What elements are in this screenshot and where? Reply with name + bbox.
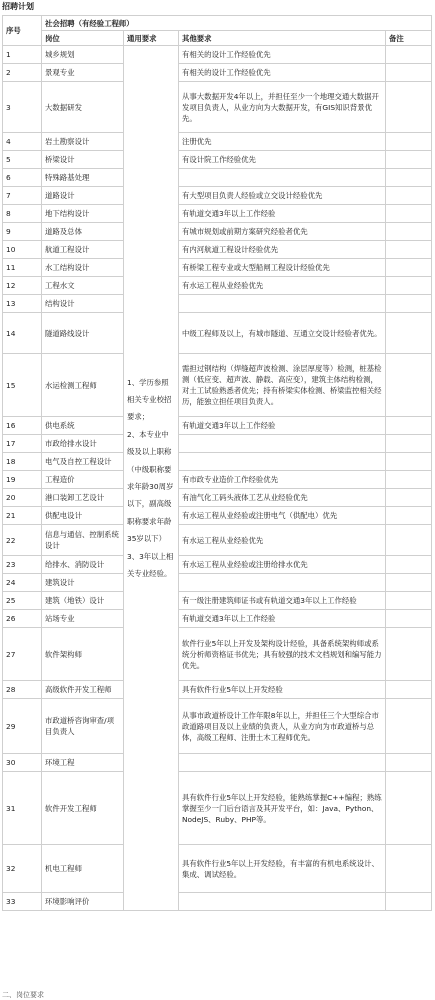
row-other-requirement: 有水运工程从业经验优先 bbox=[179, 525, 386, 556]
row-number: 4 bbox=[3, 133, 42, 151]
row-position: 软件开发工程师 bbox=[42, 772, 124, 845]
row-other-requirement bbox=[179, 295, 386, 313]
row-position: 景观专业 bbox=[42, 64, 124, 82]
row-note bbox=[386, 435, 432, 453]
row-note bbox=[386, 151, 432, 169]
page-title: 招聘计划 bbox=[2, 2, 34, 11]
row-position: 大数据研发 bbox=[42, 82, 124, 133]
recruitment-table bbox=[2, 15, 432, 911]
table-row bbox=[3, 277, 432, 295]
header-group-title: 社会招聘（有经验工程师） bbox=[42, 16, 432, 31]
row-other-requirement: 从事市政道桥设计工作年限8年以上，并担任三个大型综合市政道路项目及以上业绩的负责人，从业方向为市政道桥与总体，高级工程师、注册土木工程师优先。 bbox=[179, 699, 386, 754]
row-number: 32 bbox=[3, 845, 42, 893]
table-row bbox=[3, 556, 432, 574]
row-other-requirement: 具有软件行业5年以上开发经验，能熟练掌握C++编程；熟练掌握至少一门后台语言及其开发平台，如：Java、Python、NodeJS、Ruby、PHP等。 bbox=[179, 772, 386, 845]
row-position: 工程水文 bbox=[42, 277, 124, 295]
row-other-requirement: 有水运工程从业经验或注册电气（供配电）优先 bbox=[179, 507, 386, 525]
row-number: 8 bbox=[3, 205, 42, 223]
row-other-requirement: 有水运工程从业经验或注册给排水优先 bbox=[179, 556, 386, 574]
table-row bbox=[3, 133, 432, 151]
row-position: 供配电设计 bbox=[42, 507, 124, 525]
table-row bbox=[3, 169, 432, 187]
row-position: 岩土勘察设计 bbox=[42, 133, 124, 151]
table-row bbox=[3, 525, 432, 556]
row-position: 信息与通信、控制系统设计 bbox=[42, 525, 124, 556]
row-other-requirement: 具有软件行业5年以上开发经验，有丰富的有机电系统设计、集成、调试经验。 bbox=[179, 845, 386, 893]
row-position: 航道工程设计 bbox=[42, 241, 124, 259]
row-position: 地下结构设计 bbox=[42, 205, 124, 223]
row-other-requirement bbox=[179, 893, 386, 911]
general-requirement: 1、学历参照相关专业校招要求； 2、本专业中级及以上职称（中级职称要求年龄30周岁以下，副高级职称要求年龄35岁以下） 3、3年以上相关专业经验。 bbox=[124, 46, 179, 911]
row-position: 隧道路线设计 bbox=[42, 313, 124, 354]
row-note bbox=[386, 223, 432, 241]
header-general: 通用要求 bbox=[124, 31, 179, 46]
header-note: 备注 bbox=[386, 31, 432, 46]
table-row bbox=[3, 893, 432, 911]
row-number: 18 bbox=[3, 453, 42, 471]
row-position: 水运检测工程师 bbox=[42, 354, 124, 417]
table-row bbox=[3, 471, 432, 489]
table-row bbox=[3, 417, 432, 435]
row-number: 15 bbox=[3, 354, 42, 417]
row-other-requirement: 有一级注册建筑师证书或有轨道交通3年以上工作经验 bbox=[179, 592, 386, 610]
row-other-requirement: 有轨道交通3年以上工作经验 bbox=[179, 610, 386, 628]
row-note bbox=[386, 556, 432, 574]
header-position: 岗位 bbox=[42, 31, 124, 46]
row-position: 建筑（地铁）设计 bbox=[42, 592, 124, 610]
row-other-requirement bbox=[179, 754, 386, 772]
row-number: 21 bbox=[3, 507, 42, 525]
row-note bbox=[386, 205, 432, 223]
table-header-row bbox=[3, 16, 432, 31]
table-row bbox=[3, 610, 432, 628]
row-other-requirement: 有城市规划或前期方案研究经验者优先 bbox=[179, 223, 386, 241]
table-row bbox=[3, 259, 432, 277]
row-other-requirement: 有轨道交通3年以上工作经验 bbox=[179, 417, 386, 435]
row-number: 2 bbox=[3, 64, 42, 82]
row-note bbox=[386, 507, 432, 525]
row-other-requirement: 有桥梁工程专业或大型船闸工程设计经验优先 bbox=[179, 259, 386, 277]
row-note bbox=[386, 417, 432, 435]
row-number: 3 bbox=[3, 82, 42, 133]
row-position: 特殊路基处理 bbox=[42, 169, 124, 187]
row-other-requirement bbox=[179, 453, 386, 471]
row-other-requirement: 具有软件行业5年以上开发经验 bbox=[179, 681, 386, 699]
row-position: 机电工程师 bbox=[42, 845, 124, 893]
row-number: 28 bbox=[3, 681, 42, 699]
row-note bbox=[386, 169, 432, 187]
row-note bbox=[386, 772, 432, 845]
row-position: 电气及自控工程设计 bbox=[42, 453, 124, 471]
row-position: 市政道桥咨询审查/项目负责人 bbox=[42, 699, 124, 754]
table-row bbox=[3, 354, 432, 417]
table-row bbox=[3, 628, 432, 681]
table-row bbox=[3, 699, 432, 754]
row-other-requirement: 有市政专业造价工作经验优先 bbox=[179, 471, 386, 489]
row-position: 高级软件开发工程师 bbox=[42, 681, 124, 699]
row-note bbox=[386, 82, 432, 133]
row-other-requirement: 中级工程师及以上，有城市隧道、互通立交设计经验者优先。 bbox=[179, 313, 386, 354]
row-number: 5 bbox=[3, 151, 42, 169]
table-row bbox=[3, 845, 432, 893]
table-row bbox=[3, 313, 432, 354]
row-position: 建筑设计 bbox=[42, 574, 124, 592]
footer-text: 二、岗位要求 bbox=[2, 991, 44, 999]
row-note bbox=[386, 628, 432, 681]
row-position: 市政给排水设计 bbox=[42, 435, 124, 453]
row-other-requirement: 软件行业5年以上开发及架构设计经验，具备系统架构师或系统分析师资格证书优先；具有较强的技术文档规划和编写能力优先。 bbox=[179, 628, 386, 681]
row-note bbox=[386, 64, 432, 82]
row-number: 19 bbox=[3, 471, 42, 489]
row-position: 供电系统 bbox=[42, 417, 124, 435]
row-note bbox=[386, 754, 432, 772]
row-note bbox=[386, 699, 432, 754]
row-note bbox=[386, 845, 432, 893]
row-other-requirement: 有内河航道工程设计经验优先 bbox=[179, 241, 386, 259]
row-number: 24 bbox=[3, 574, 42, 592]
row-number: 27 bbox=[3, 628, 42, 681]
row-note bbox=[386, 453, 432, 471]
row-note bbox=[386, 681, 432, 699]
row-number: 26 bbox=[3, 610, 42, 628]
row-other-requirement: 注册优先 bbox=[179, 133, 386, 151]
row-position: 软件架构师 bbox=[42, 628, 124, 681]
row-number: 23 bbox=[3, 556, 42, 574]
row-number: 9 bbox=[3, 223, 42, 241]
row-note bbox=[386, 525, 432, 556]
header-other: 其他要求 bbox=[179, 31, 386, 46]
row-note bbox=[386, 592, 432, 610]
table-row bbox=[3, 574, 432, 592]
row-note bbox=[386, 187, 432, 205]
row-position: 水工结构设计 bbox=[42, 259, 124, 277]
row-number: 11 bbox=[3, 259, 42, 277]
table-row bbox=[3, 187, 432, 205]
row-position: 环境影响评价 bbox=[42, 893, 124, 911]
table-row bbox=[3, 64, 432, 82]
row-number: 17 bbox=[3, 435, 42, 453]
row-number: 13 bbox=[3, 295, 42, 313]
row-number: 1 bbox=[3, 46, 42, 64]
table-subheader-row bbox=[3, 31, 432, 46]
table-row bbox=[3, 681, 432, 699]
row-other-requirement: 有大型项目负责人经验或立交设计经验优先 bbox=[179, 187, 386, 205]
row-number: 16 bbox=[3, 417, 42, 435]
table-row bbox=[3, 453, 432, 471]
row-note bbox=[386, 259, 432, 277]
row-other-requirement: 从事大数据开发4年以上，并担任至少一个地理交通大数据开发项目负责人，从业方向为大数据开发，有GIS知识背景优先。 bbox=[179, 82, 386, 133]
row-number: 22 bbox=[3, 525, 42, 556]
row-position: 城乡规划 bbox=[42, 46, 124, 64]
row-note bbox=[386, 893, 432, 911]
row-position: 港口装卸工艺设计 bbox=[42, 489, 124, 507]
row-note bbox=[386, 133, 432, 151]
table-row bbox=[3, 223, 432, 241]
row-other-requirement: 有设计院工作经验优先 bbox=[179, 151, 386, 169]
row-position: 道路及总体 bbox=[42, 223, 124, 241]
row-number: 10 bbox=[3, 241, 42, 259]
row-note bbox=[386, 489, 432, 507]
table-row bbox=[3, 592, 432, 610]
row-other-requirement bbox=[179, 169, 386, 187]
table-row bbox=[3, 46, 432, 64]
table-row bbox=[3, 435, 432, 453]
row-note bbox=[386, 354, 432, 417]
table-row bbox=[3, 295, 432, 313]
row-number: 25 bbox=[3, 592, 42, 610]
row-number: 12 bbox=[3, 277, 42, 295]
row-other-requirement: 有油气化工码头液体工艺从业经验优先 bbox=[179, 489, 386, 507]
row-number: 7 bbox=[3, 187, 42, 205]
table-row bbox=[3, 489, 432, 507]
row-position: 环境工程 bbox=[42, 754, 124, 772]
table-row bbox=[3, 151, 432, 169]
row-position: 道路设计 bbox=[42, 187, 124, 205]
table-row bbox=[3, 754, 432, 772]
row-number: 30 bbox=[3, 754, 42, 772]
table-row bbox=[3, 772, 432, 845]
row-note bbox=[386, 241, 432, 259]
row-number: 33 bbox=[3, 893, 42, 911]
row-number: 6 bbox=[3, 169, 42, 187]
row-number: 20 bbox=[3, 489, 42, 507]
row-other-requirement: 需担过钢结构（焊缝超声波检测、涂层厚度等）检测，桩基检测（低应变、超声波、静载、高应变），建筑主体结构检测，对土工试验熟悉者优先；持有桥梁实体检测、桥梁监控相关经历，能独立担任项目负责人。 bbox=[179, 354, 386, 417]
row-position: 工程造价 bbox=[42, 471, 124, 489]
table-row bbox=[3, 507, 432, 525]
row-other-requirement bbox=[179, 435, 386, 453]
row-position: 桥梁设计 bbox=[42, 151, 124, 169]
row-note bbox=[386, 313, 432, 354]
row-other-requirement: 有水运工程从业经验优先 bbox=[179, 277, 386, 295]
row-number: 29 bbox=[3, 699, 42, 754]
header-no: 序号 bbox=[3, 16, 42, 46]
table-row bbox=[3, 241, 432, 259]
row-note bbox=[386, 471, 432, 489]
row-other-requirement: 有相关的设计工作经验优先 bbox=[179, 46, 386, 64]
row-position: 站场专业 bbox=[42, 610, 124, 628]
row-other-requirement: 有轨道交通3年以上工作经验 bbox=[179, 205, 386, 223]
table-row bbox=[3, 205, 432, 223]
row-note bbox=[386, 277, 432, 295]
row-number: 31 bbox=[3, 772, 42, 845]
table-row bbox=[3, 82, 432, 133]
row-note bbox=[386, 574, 432, 592]
row-note bbox=[386, 46, 432, 64]
row-other-requirement: 有相关的设计工作经验优先 bbox=[179, 64, 386, 82]
row-other-requirement bbox=[179, 574, 386, 592]
row-position: 给排水、消防设计 bbox=[42, 556, 124, 574]
row-note bbox=[386, 610, 432, 628]
row-number: 14 bbox=[3, 313, 42, 354]
row-position: 结构设计 bbox=[42, 295, 124, 313]
row-note bbox=[386, 295, 432, 313]
